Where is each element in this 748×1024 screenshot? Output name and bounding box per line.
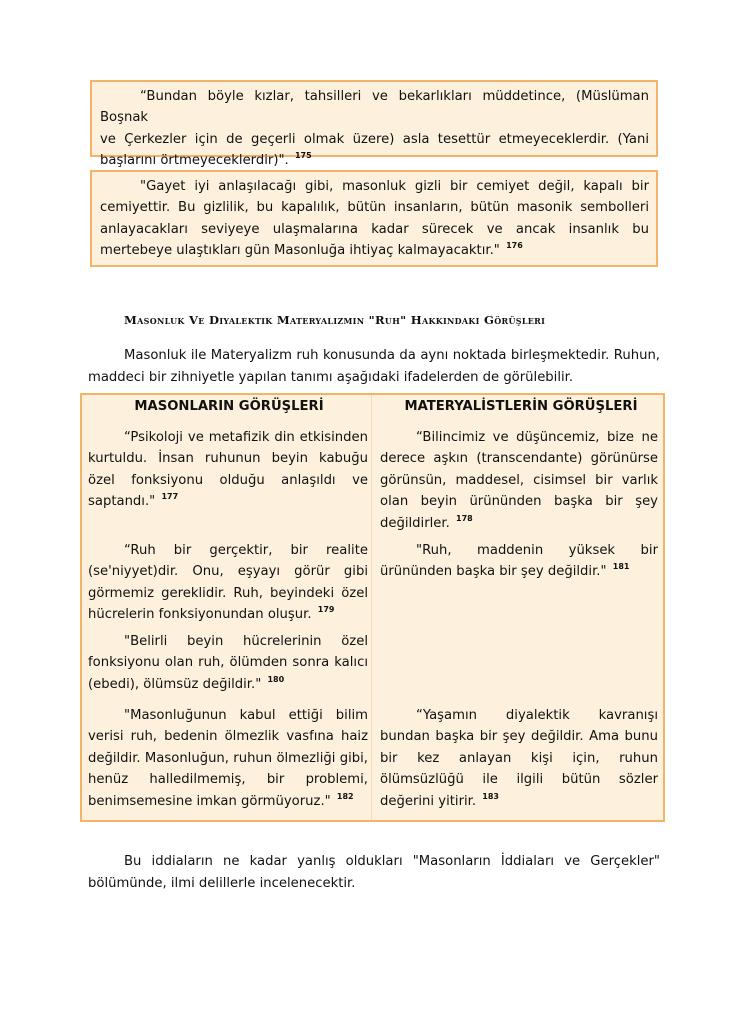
mason-quote-3-text: "Belirli beyin hücrelerinin özel fonksiyonu olan ruh, ölümden sonra kalıcı (ebedi), ölümsüz değildir." [88,634,368,692]
materialist-quote-1-text: “Bilincimiz ve düşüncemiz, bize ne derece aşkın (transcendante) görünürse görünsün, maddesel, cisimsel bir varlık olan beyin ürününden başka bir şey değildirler. [380,430,658,531]
footnote-176: 176 [506,241,523,251]
quote-2-text [100,176,649,262]
quote-1-line-2: ve Çerkezler için de geçerli olmak üzere) asla tesettür etmeyeceklerdir. (Yani [100,131,649,147]
quote-1-text [100,86,649,172]
section-heading: Masonluk Ve Diyalektik Materyalizmin "Ruh" Hakkındaki Görüşleri [124,313,546,327]
materialist-quote-2 [380,540,658,583]
materialist-quote-1 [380,427,658,534]
mason-quote-4 [88,705,368,812]
mason-quote-2-text: “Ruh bir gerçektir, bir realite (se'niyyet)dir. Onu, eşyayı görür gibi görmemiz gereklidir. Ruh, beyindeki özel hücrelerin fonksiyonundan oluşur. [88,543,368,623]
quote-box-2 [90,170,658,267]
footnote-183: 183 [482,791,499,801]
quote-1-line-3: başlarını örtmeyeceklerdir)". [100,153,289,169]
materialist-quote-3-text: “Yaşamın diyalektik kavranışı bundan başka bir şey değildir. Ama bunu bir kez anlayan kişi için, ruhun ölümsüzlüğü ile ilgili bütün sözler değerini yitirir. [380,708,658,809]
quote-box-1 [90,80,658,169]
footnote-175: 175 [294,151,312,161]
footnote-180: 180 [267,674,285,684]
mason-quote-3 [88,631,368,695]
column-divider [371,395,372,820]
mason-quote-1-text: “Psikoloji ve metafizik din etkisinden kurtuldu. İnsan ruhunun beyin kabuğu özel fonksiyonu olduğu anlaşıldı ve saptandı." [88,430,368,510]
materialist-quote-2-text: "Ruh, maddenin yüksek bir ürününden başka bir şey değildir." [380,543,658,580]
mason-quote-2 [88,540,368,626]
quote-2-body: "Gayet iyi anlaşılacağı gibi, masonluk gizli bir cemiyet değil, kapalı bir cemiyettir. Bu gizlilik, bu kapalılık, bütün insanların, bütün masonik sembolleri anlayacakları seviyeye ulaşmalarına kadar sürecek ve ancak insanlık bu mertebeye ulaştıkları gün Masonluğa ihtiyaç kalmayacaktır." [100,179,649,259]
header-materialists: MATERYALİSTLERİN GÖRÜŞLERİ [404,399,638,414]
header-masons: MASONLARIN GÖRÜŞLERİ [134,399,324,414]
quote-1-line-3-wrap [100,150,649,171]
mason-quote-1 [88,427,368,513]
footnote-178: 178 [456,513,473,523]
footnote-182: 182 [336,791,354,801]
footnote-179: 179 [317,605,335,615]
closing-paragraph: Bu iddiaların ne kadar yanlış oldukları "Masonların İddiaları ve Gerçekler" bölümünde, ilmi delillerle incelenecektir. [88,854,660,891]
mason-quote-4-text: "Masonluğunun kabul ettiği bilim verisi ruh, bedenin ölmezlik vasfına haiz değildir. Masonluğun, ruhun ölmezliği gibi, henüz halledilmemiş, bir problemi, benimsemesine imkan görmüyoruz." [88,708,368,809]
quote-1-line-1: “Bundan böyle kızlar, tahsilleri ve bekarlıkları müddetince, (Müslüman Boşnak [100,89,649,126]
footnote-181: 181 [612,562,630,572]
footnote-177: 177 [161,492,179,502]
intro-paragraph: Masonluk ile Materyalizm ruh konusunda da aynı noktada birleşmektedir. Ruhun, maddeci bir zihniyetle yapılan tanımı aşağıdaki ifadelerden de görülebilir. [88,348,660,385]
comparison-table [80,393,665,822]
materialist-quote-3 [380,705,658,812]
